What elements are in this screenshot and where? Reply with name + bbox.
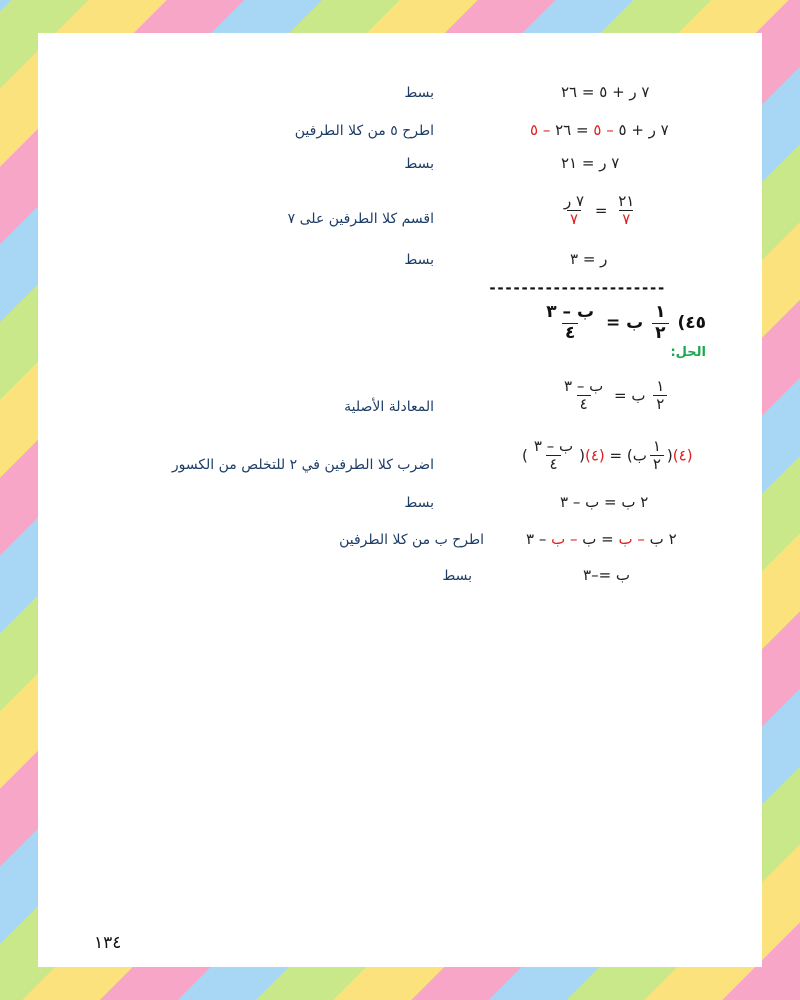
equation: ٢ ب = ب – ٣ [560, 493, 649, 511]
fraction [561, 193, 587, 229]
fraction [652, 303, 668, 343]
equation: ر = ٣ [570, 250, 608, 268]
equation-part-subtract: – ٥ [593, 121, 614, 139]
step-explanation: اطرح ب من كلا الطرفين [339, 532, 484, 548]
step-explanation: بسط [404, 252, 434, 268]
solution-label: الحل: [670, 345, 706, 360]
fraction [650, 438, 664, 474]
fraction-equation [522, 438, 693, 474]
equation-part: = ب [577, 530, 619, 548]
variable: ب [632, 446, 647, 465]
equation-part: ٧ ر + ٥ [613, 121, 669, 139]
worksheet-page [38, 33, 762, 967]
equation-part-subtract: – ب [618, 530, 645, 548]
fraction-equation [558, 193, 640, 229]
numerator: ٢١ [618, 192, 635, 210]
multiplier: (٤) [672, 446, 693, 465]
equation [530, 121, 669, 139]
equation: ٧ ر = ٢١ [561, 154, 620, 172]
equation-part: = ٢٦ [550, 121, 594, 139]
step-explanation: اقسم كلا الطرفين على ٧ [287, 211, 434, 227]
numerator: ١ [655, 302, 666, 322]
equation-part: – ٣ [526, 530, 552, 548]
numerator: ب – ٣ [564, 377, 604, 395]
variable: ب [626, 313, 644, 334]
separator-line: ---------------------- [488, 279, 665, 297]
fraction [615, 193, 637, 229]
fraction [543, 303, 597, 343]
multiplier: (٤) [584, 446, 605, 465]
fraction-equation [558, 378, 670, 414]
step-explanation: اطرح ٥ من كلا الطرفين [294, 123, 434, 139]
numerator: ٧ ر [564, 192, 585, 210]
equation [526, 530, 677, 548]
equals-sign: = [594, 201, 608, 220]
denominator: ٧ [567, 210, 581, 228]
denominator: ٢ [650, 455, 664, 473]
step-explanation: بسط [404, 156, 434, 172]
paren: ) [522, 446, 528, 465]
equals-sign: = [614, 386, 627, 405]
paren: ) [626, 446, 633, 465]
denominator: ٤ [577, 395, 591, 413]
numerator: ب – ٣ [546, 302, 595, 322]
equation-part: ٢ ب [644, 530, 677, 548]
step-explanation: بسط [442, 568, 472, 584]
fraction [561, 378, 606, 414]
equals-sign: = [605, 313, 621, 334]
fraction [531, 438, 576, 474]
step-explanation: المعادلة الأصلية [344, 399, 434, 415]
paren: ( [666, 446, 673, 465]
denominator: ٧ [619, 210, 633, 228]
equation-part-subtract: – ب [551, 530, 578, 548]
page-number: ١٣٤ [94, 933, 122, 953]
denominator: ٤ [546, 455, 560, 473]
fraction [653, 378, 667, 414]
paren: ( [579, 446, 585, 465]
equation-part-subtract: – ٥ [530, 121, 551, 139]
equals-sign: = [609, 446, 623, 465]
problem-45 [540, 303, 706, 343]
equation: ٧ ر + ٥ = ٢٦ [561, 83, 650, 101]
numerator: ١ [652, 437, 661, 455]
numerator: ١ [656, 377, 665, 395]
step-explanation: بسط [404, 85, 434, 101]
step-explanation: بسط [404, 495, 434, 511]
equation: ب =–٣ [583, 566, 631, 584]
denominator: ٢ [652, 323, 668, 344]
problem-number: ٤٥) [677, 313, 706, 334]
step-explanation: اضرب كلا الطرفين في ٢ للتخلص من الكسور [171, 457, 434, 473]
denominator: ٢ [653, 395, 667, 413]
numerator: ب – ٣ [533, 437, 574, 455]
denominator: ٤ [562, 323, 578, 344]
variable: ب [631, 386, 646, 405]
